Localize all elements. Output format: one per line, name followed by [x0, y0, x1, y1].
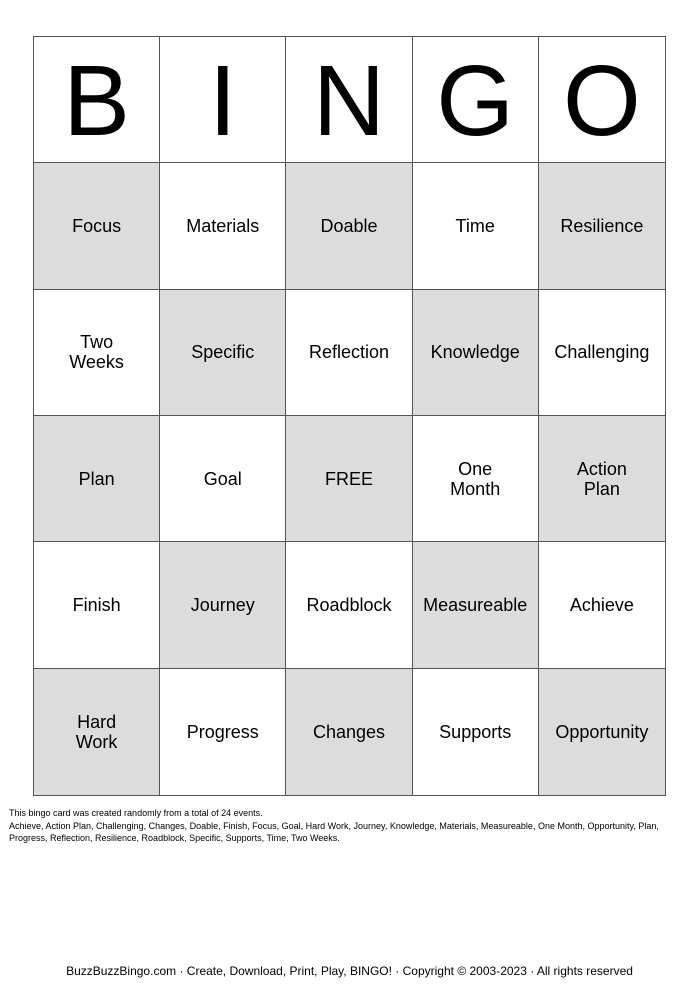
cell-text: Doable — [320, 215, 378, 236]
cell-text: Focus — [72, 215, 122, 236]
cell-text: Resilience — [560, 215, 644, 236]
bingo-cell-r1-c3 — [286, 163, 412, 289]
bingo-card — [33, 36, 666, 796]
header-letter-i: I — [160, 37, 286, 163]
cell-text: Two Weeks — [69, 332, 124, 373]
bingo-cell-r1-c2 — [160, 163, 286, 289]
cell-text: Changes — [312, 721, 386, 742]
bingo-cell-r5-c4 — [413, 669, 539, 795]
header-letter-o: O — [539, 37, 665, 163]
cell-text: Knowledge — [430, 342, 520, 363]
bingo-cell-r2-c4 — [413, 290, 539, 416]
cell-text: Finish — [72, 594, 121, 615]
bingo-cell-r2-c2 — [160, 290, 286, 416]
cell-text: Progress — [186, 721, 259, 742]
bingo-cell-r5-c3 — [286, 669, 412, 795]
bingo-cell-r4-c3 — [286, 542, 412, 668]
header-letter-b: B — [34, 37, 160, 163]
bingo-cell-r2-c5 — [539, 290, 665, 416]
bingo-cell-r3-c2 — [160, 416, 286, 542]
cell-text: Plan — [78, 468, 115, 489]
cell-text: Measureable — [423, 594, 528, 615]
cell-text: Reflection — [308, 342, 390, 363]
cell-text: Specific — [191, 342, 255, 363]
bingo-cell-r5-c1 — [34, 669, 160, 795]
header-letter-n: N — [286, 37, 412, 163]
bingo-cell-r4-c1 — [34, 542, 160, 668]
cell-text: Opportunity — [555, 721, 649, 742]
cell-text: Hard Work — [75, 711, 118, 752]
bingo-cell-r1-c1 — [34, 163, 160, 289]
cell-text: Roadblock — [306, 594, 392, 615]
cell-text: Goal — [203, 468, 242, 489]
bingo-cell-r5-c2 — [160, 669, 286, 795]
cell-text: Journey — [190, 594, 255, 615]
card-info-events-list: Achieve, Action Plan, Challenging, Changes, Doable, Finish, Focus, Goal, Hard Work, Journey, Knowledge, Materials, Measureable, One Month, Opportunity, Plan, Progress, Reflection, Resilience, Roadblock, Specific, Supports, Time, Two Weeks. — [9, 820, 659, 843]
bingo-cell-r4-c4 — [413, 542, 539, 668]
bingo-cell-r2-c3 — [286, 290, 412, 416]
bingo-cell-r1-c4 — [413, 163, 539, 289]
bingo-cell-r3-c4 — [413, 416, 539, 542]
cell-text: Time — [455, 215, 495, 236]
bingo-cell-r5-c5 — [539, 669, 665, 795]
cell-text: Materials — [186, 215, 260, 236]
cell-text: Achieve — [569, 594, 634, 615]
bingo-cell-r4-c2 — [160, 542, 286, 668]
cell-text: One Month — [450, 458, 501, 499]
bingo-cell-r4-c5 — [539, 542, 665, 668]
footer-copyright: BuzzBuzzBingo.com · Create, Download, Print, Play, BINGO! · Copyright © 2003-2023 · All rights reserved — [66, 964, 633, 978]
card-info-summary: This bingo card was created randomly from a total of 24 events. — [9, 808, 263, 818]
free-space-text: FREE — [324, 468, 373, 489]
bingo-cell-r2-c1 — [34, 290, 160, 416]
bingo-cell-r3-c5 — [539, 416, 665, 542]
cell-text: Action Plan — [576, 458, 627, 499]
bingo-cell-r3-c1 — [34, 416, 160, 542]
cell-text: Challenging — [554, 342, 650, 363]
bingo-cell-r1-c5 — [539, 163, 665, 289]
cell-text: Supports — [439, 721, 512, 742]
bingo-cell-free — [286, 416, 412, 542]
card-info — [9, 807, 684, 845]
header-letter-g: G — [413, 37, 539, 163]
